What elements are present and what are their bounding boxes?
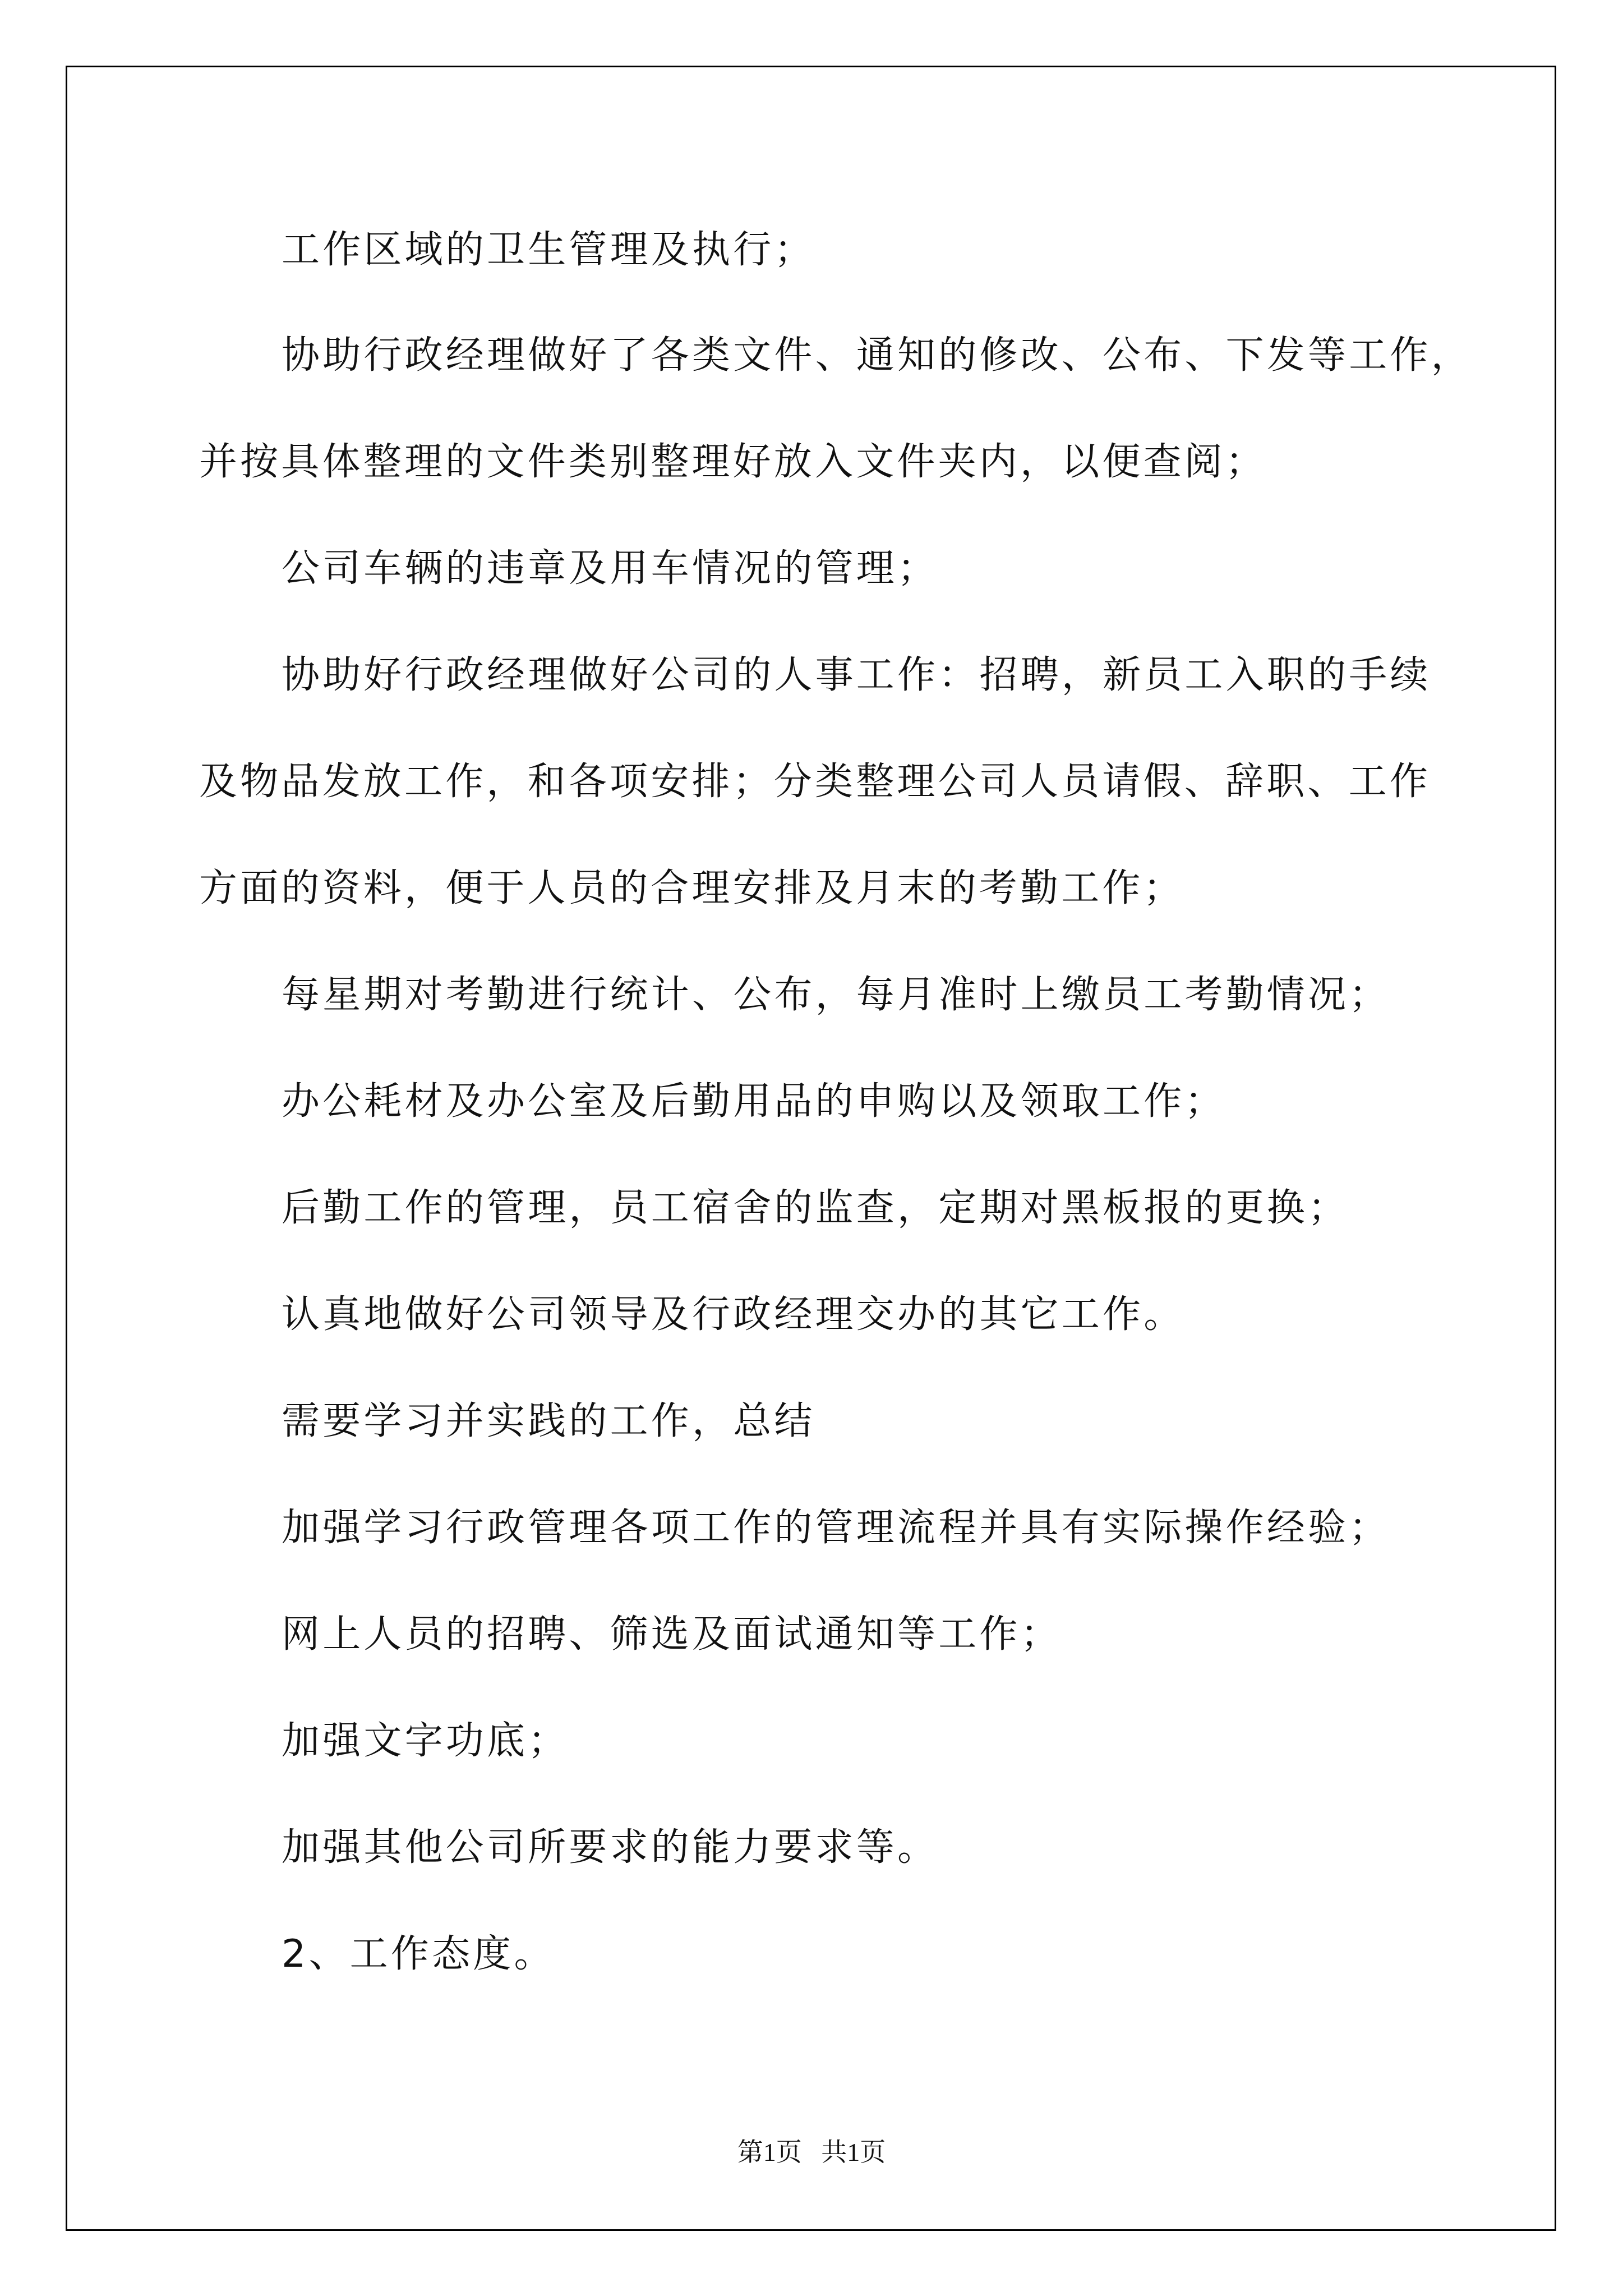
paragraph-13: 加强其他公司所要求的能力要求等。 — [282, 1825, 939, 1870]
page-border — [66, 66, 1556, 2231]
paragraph-11: 网上人员的招聘、筛选及面试通知等工作； — [282, 1612, 1062, 1657]
paragraph-9: 需要学习并实践的工作，总结 — [282, 1399, 815, 1443]
page-footer: 第1页 共1页 — [737, 2138, 886, 2166]
paragraph-2-line-2: 并按具体整理的文件类别整理好放入文件夹内，以便查阅； — [199, 440, 1267, 484]
paragraph-8: 认真地做好公司领导及行政经理交办的其它工作。 — [282, 1292, 1185, 1337]
paragraph-14: 2、工作态度。 — [282, 1932, 555, 1976]
paragraph-6: 办公耗材及办公室及后勤用品的申购以及领取工作； — [282, 1079, 1226, 1124]
paragraph-10: 加强学习行政管理各项工作的管理流程并具有实际操作经验； — [282, 1506, 1390, 1550]
paragraph-2-line-1: 协助行政经理做好了各类文件、通知的修改、公布、下发等工作， — [282, 333, 1472, 378]
paragraph-4-line-2: 及物品发放工作，和各项安排；分类整理公司人员请假、辞职、工作 — [199, 760, 1431, 804]
paragraph-7: 后勤工作的管理，员工宿舍的监查，定期对黑板报的更换； — [282, 1186, 1349, 1230]
paragraph-5: 每星期对考勤进行统计、公布，每月准时上缴员工考勤情况； — [282, 973, 1390, 1017]
paragraph-1: 工作区域的卫生管理及执行； — [282, 228, 815, 272]
paragraph-4-line-3: 方面的资料，便于人员的合理安排及月末的考勤工作； — [199, 866, 1184, 910]
paragraph-4-line-1: 协助好行政经理做好公司的人事工作：招聘，新员工入职的手续 — [282, 653, 1431, 697]
paragraph-12: 加强文字功底； — [282, 1719, 569, 1763]
paragraph-3: 公司车辆的违章及用车情况的管理； — [282, 546, 939, 591]
